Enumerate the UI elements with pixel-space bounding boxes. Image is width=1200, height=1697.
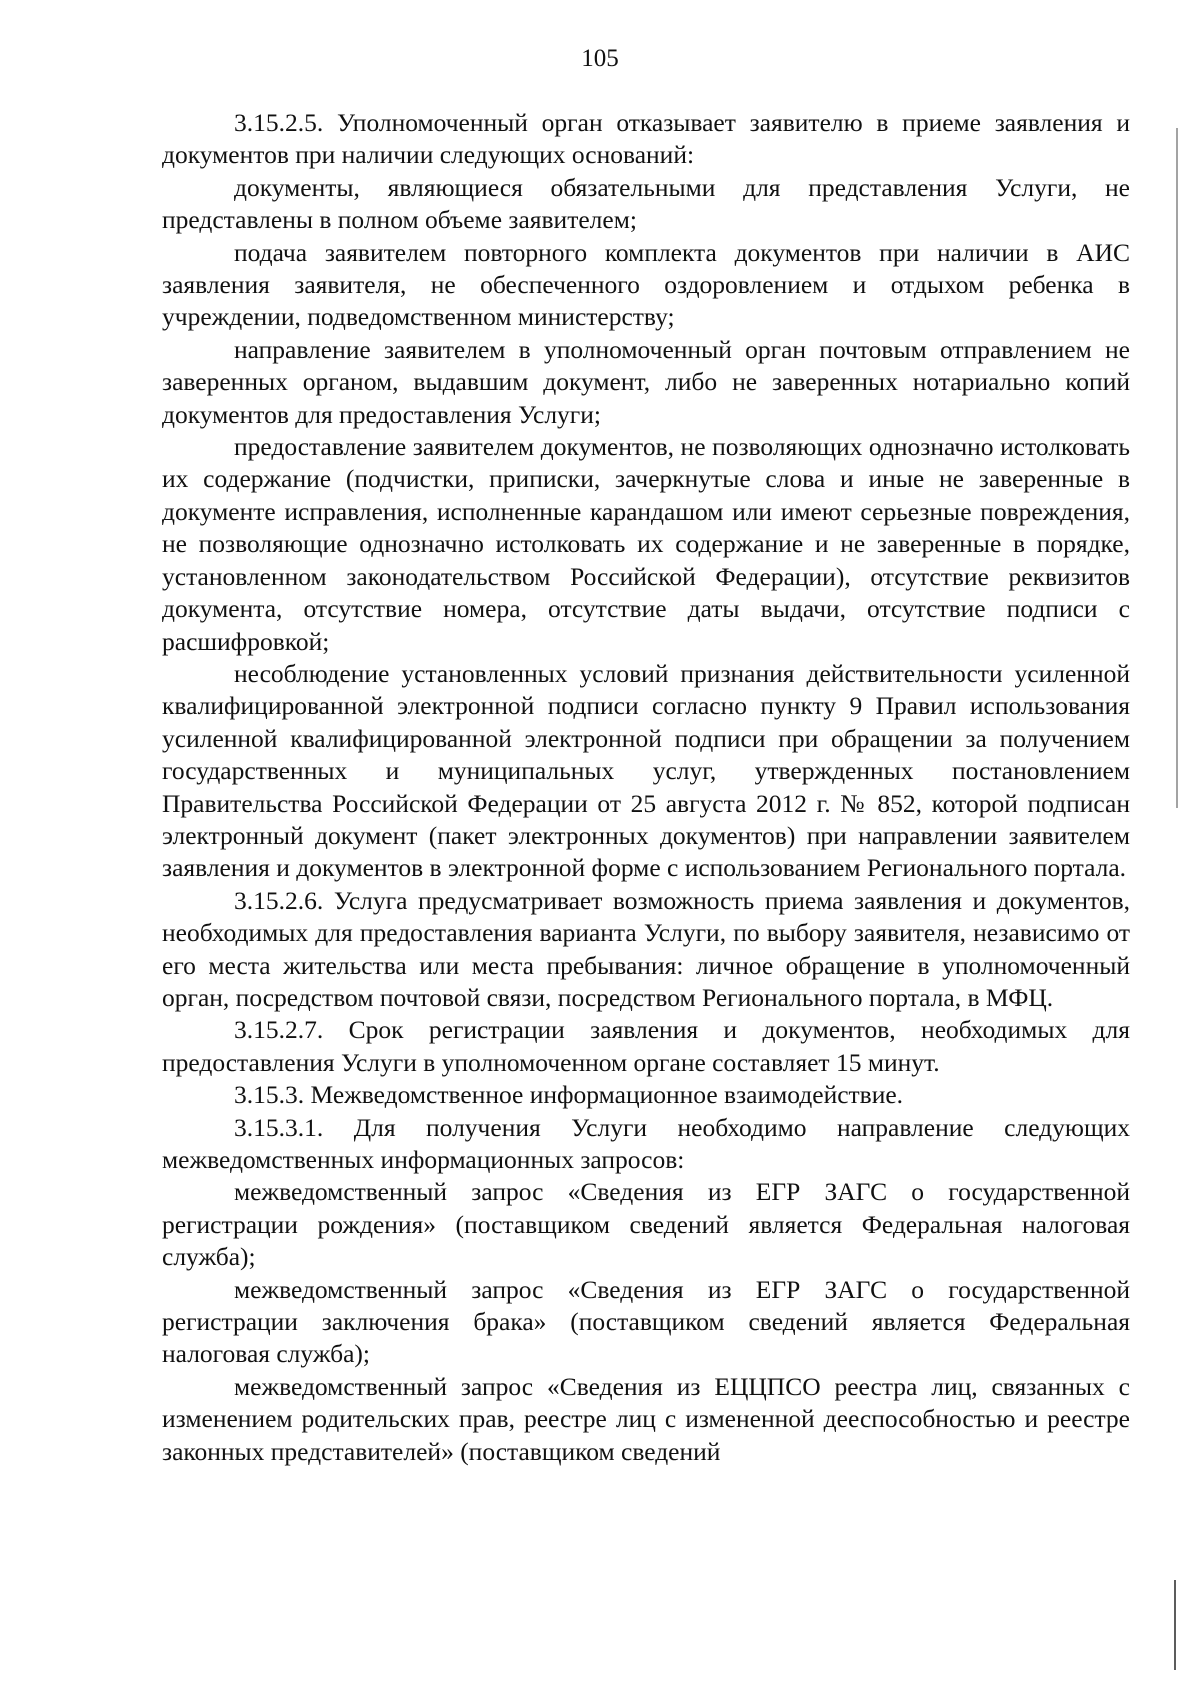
paragraph-3-15-2-6: 3.15.2.6. Услуга предусматривает возможность приема заявления и документов, необходимых для предоставления варианта Услуги, по выбору заявителя, независимо от его места жительства или места пребывания: личное обращение в уполномоченный орган, посредством почтовой связи, посредством Регионального портала, в МФЦ.	[162, 885, 1130, 1012]
paragraph-3-15-2-5: 3.15.2.5. Уполномоченный орган отказывает заявителю в приеме заявления и документов при наличии следующих оснований:	[162, 108, 1130, 170]
scan-margin-line	[1174, 1580, 1176, 1670]
paragraph-ambiguous-documents: предоставление заявителем документов, не позволяющих однозначно истолковать их содержание (подчистки, приписки, зачеркнутые слова и иные не заверенные в документе исправления, исполненные карандашом или имеют серьезные повреждения, не позволяющие однозначно истолковать их содержание и не заверенные в порядке, установленном законодательством Российской Федерации), отсутствие реквизитов документа, отсутствие номера, отсутствие даты выдачи, отсутствие подписи с расшифровкой;	[162, 432, 1130, 656]
paragraph-3-15-3-1: 3.15.3.1. Для получения Услуги необходимо направление следующих межведомственных информационных запросов:	[162, 1112, 1130, 1174]
paragraph-request-marriage: межведомственный запрос «Сведения из ЕГР ЗАГС о государственной регистрации заключения брака» (поставщиком сведений является Федеральная налоговая служба);	[162, 1274, 1130, 1369]
paragraph-3-15-2-7: 3.15.2.7. Срок регистрации заявления и документов, необходимых для предоставления Услуги в уполномоченном органе составляет 15 минут.	[162, 1015, 1130, 1077]
paragraph-request-birth: межведомственный запрос «Сведения из ЕГР ЗАГС о государственной регистрации рождения» (поставщиком сведений является Федеральная налоговая служба);	[162, 1177, 1130, 1272]
paragraph-signature-conditions: несоблюдение установленных условий признания действительности усиленной квалифицированной электронной подписи согласно пункту 9 Правил использования усиленной квалифицированной электронной подписи при обращении за получением государственных и муниципальных услуг, утвержденных постановлением Правительства Российской Федерации от 25 августа 2012 г. № 852, которой подписан электронный документ (пакет электронных документов) при направлении заявителем заявления и документов в электронной форме с использованием Регионального портала.	[162, 658, 1130, 883]
paragraph-3-15-3: 3.15.3. Межведомственное информационное взаимодействие.	[234, 1080, 904, 1110]
paragraph-postal-uncertified-copies: направление заявителем в уполномоченный орган почтовым отправлением не заверенных органом, выдавшим документ, либо не заверенных нотариально копий документов для предоставления Услуги;	[162, 334, 1130, 429]
document-body	[162, 107, 1130, 1468]
scan-margin-line	[1176, 128, 1178, 808]
paragraph-repeat-submission: подача заявителем повторного комплекта документов при наличии в АИС заявления заявителя, не обеспеченного оздоровлением и отдыхом ребенка в учреждении, подведомственном министерству;	[162, 237, 1130, 332]
paragraph-documents-not-submitted: документы, являющиеся обязательными для представления Услуги, не представлены в полном объеме заявителем;	[162, 172, 1130, 235]
page-number: 105	[581, 45, 619, 72]
paragraph-request-registry: межведомственный запрос «Сведения из ЕЦЦПСО реестра лиц, связанных с изменением родительских прав, реестре лиц с измененной дееспособностью и реестре законных представителей» (поставщиком сведений	[162, 1371, 1130, 1466]
